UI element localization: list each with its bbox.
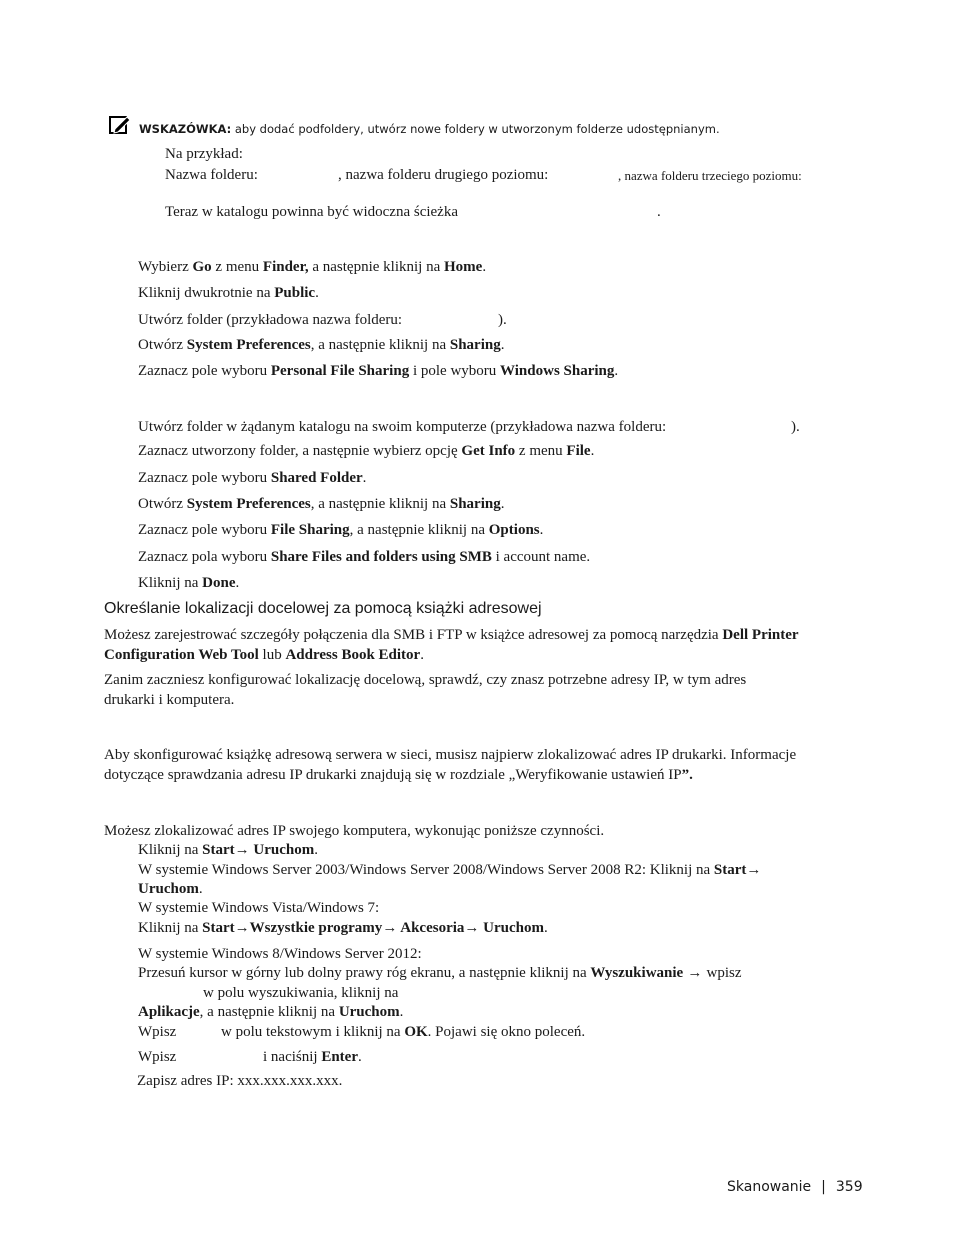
footer-section: Skanowanie — [727, 1179, 812, 1195]
arrow-right-icon: → — [683, 964, 707, 981]
mac-a-step-5: Zaznacz pole wyboru Personal File Sharing i pole wyboru Windows Sharing. — [138, 363, 619, 379]
paragraph-2-line-2: drukarki i komputera. — [104, 692, 235, 708]
paragraph-3-line-2: dotyczące sprawdzania adresu IP drukarki znajdują się w rozdziale „Weryfikowanie ustawień IP”. — [104, 767, 693, 783]
mac-b-step-3: Zaznacz pole wyboru Shared Folder. — [138, 470, 367, 486]
mac-b-step-1-end: ). — [791, 419, 800, 435]
paragraph-3-line-1: Aby skonfigurować książkę adresową serwera w sieci, musisz najpierw zlokalizować adres IP drukarki. Informacje — [104, 747, 797, 763]
page-footer — [727, 1178, 863, 1196]
section-heading: Określanie lokalizacji docelowej za pomocą książki adresowej — [104, 600, 542, 617]
arrow-right-icon: → — [382, 919, 398, 936]
mac-a-step-4: Otwórz System Preferences, a następnie kliknij na Sharing. — [138, 337, 505, 353]
arrow-right-icon: → — [464, 919, 480, 936]
win-step-d3: Zapisz adres IP: xxx.xxx.xxx.xxx. — [137, 1073, 343, 1089]
paragraph-1-line-2: Configuration Web Tool lub Address Book Editor. — [104, 647, 424, 663]
mac-b-step-6: Zaznacz pola wyboru Share Files and folders using SMB i account name. — [138, 549, 591, 565]
mac-b-step-2: Zaznacz utworzony folder, a następnie wybierz opcję Get Info z menu File. — [138, 443, 595, 459]
win-step-c2: Przesuń kursor w górny lub dolny prawy róg ekranu, a następnie kliknij na Wyszukiwanie → wpisz — [138, 964, 742, 981]
win-step-a1: Kliknij na Start→ Uruchom. — [138, 841, 318, 858]
pencil-note-icon — [109, 115, 131, 135]
mac-b-step-4: Otwórz System Preferences, a następnie kliknij na Sharing. — [138, 496, 505, 512]
win-step-c3: w polu wyszukiwania, kliknij na — [203, 985, 399, 1001]
example-path-text: Teraz w katalogu powinna być widoczna ścieżka — [165, 204, 458, 220]
win-step-c4: Aplikacje, a następnie kliknij na Uruchom. — [138, 1004, 404, 1020]
mac-a-step-3: Utwórz folder (przykładowa nazwa folderu: — [138, 312, 403, 328]
paragraph-1-line-1: Możesz zarejestrować szczegóły połączenia dla SMB i FTP w książce adresowej za pomocą narzędzia Dell Printer — [104, 627, 799, 643]
win-step-d2-start: Wpisz — [138, 1049, 177, 1065]
note-text: aby dodać podfoldery, utwórz nowe foldery w utworzonym folderze udostępnianym. — [231, 122, 720, 136]
mac-a-step-3-end: ). — [498, 312, 507, 328]
mac-b-step-1: Utwórz folder w żądanym katalogu na swoim komputerze (przykładowa nazwa folderu: — [138, 419, 667, 435]
win-step-a2: W systemie Windows Server 2003/Windows Server 2008/Windows Server 2008 R2: Kliknij na Start→ — [138, 861, 762, 878]
mac-a-step-1: Wybierz Go z menu Finder, a następnie kliknij na Home. — [138, 259, 487, 275]
example-second-level-label: , nazwa folderu drugiego poziomu: — [338, 167, 549, 183]
note — [139, 120, 720, 138]
win-step-b1: W systemie Windows Vista/Windows 7: — [138, 900, 380, 916]
example-third-level-label: , nazwa folderu trzeciego poziomu: — [618, 168, 802, 183]
example-intro: Na przykład: — [165, 146, 243, 162]
win-step-a3: Uruchom. — [138, 881, 203, 897]
example-folder-label: Nazwa folderu: — [165, 167, 258, 183]
paragraph-4: Możesz zlokalizować adres IP swojego komputera, wykonując poniższe czynności. — [104, 823, 605, 839]
mac-b-step-7: Kliknij na Done. — [138, 575, 240, 591]
page-number: 359 — [835, 1179, 863, 1195]
arrow-right-icon: → — [746, 861, 762, 878]
win-step-d1-start: Wpisz — [138, 1024, 177, 1040]
win-step-b2: Kliknij na Start→Wszystkie programy→ Akcesoria→ Uruchom. — [138, 919, 548, 936]
arrow-right-icon: → — [234, 841, 250, 858]
win-step-c1: W systemie Windows 8/Windows Server 2012: — [138, 946, 422, 962]
mac-a-step-2: Kliknij dwukrotnie na Public. — [138, 285, 319, 301]
mac-b-step-5: Zaznacz pole wyboru File Sharing, a następnie kliknij na Options. — [138, 522, 544, 538]
win-step-d1: w polu tekstowym i kliknij na OK. Pojawi się okno poleceń. — [221, 1024, 586, 1040]
paragraph-2-line-1: Zanim zaczniesz konfigurować lokalizację docelową, sprawdź, czy znasz potrzebne adresy IP, w tym adres — [104, 672, 747, 688]
example-path-end: . — [657, 204, 661, 220]
arrow-right-icon: → — [234, 919, 250, 936]
win-step-d2: i naciśnij Enter. — [263, 1049, 362, 1065]
note-label: WSKAZÓWKA: — [139, 122, 232, 136]
footer-separator: | — [821, 1179, 826, 1195]
